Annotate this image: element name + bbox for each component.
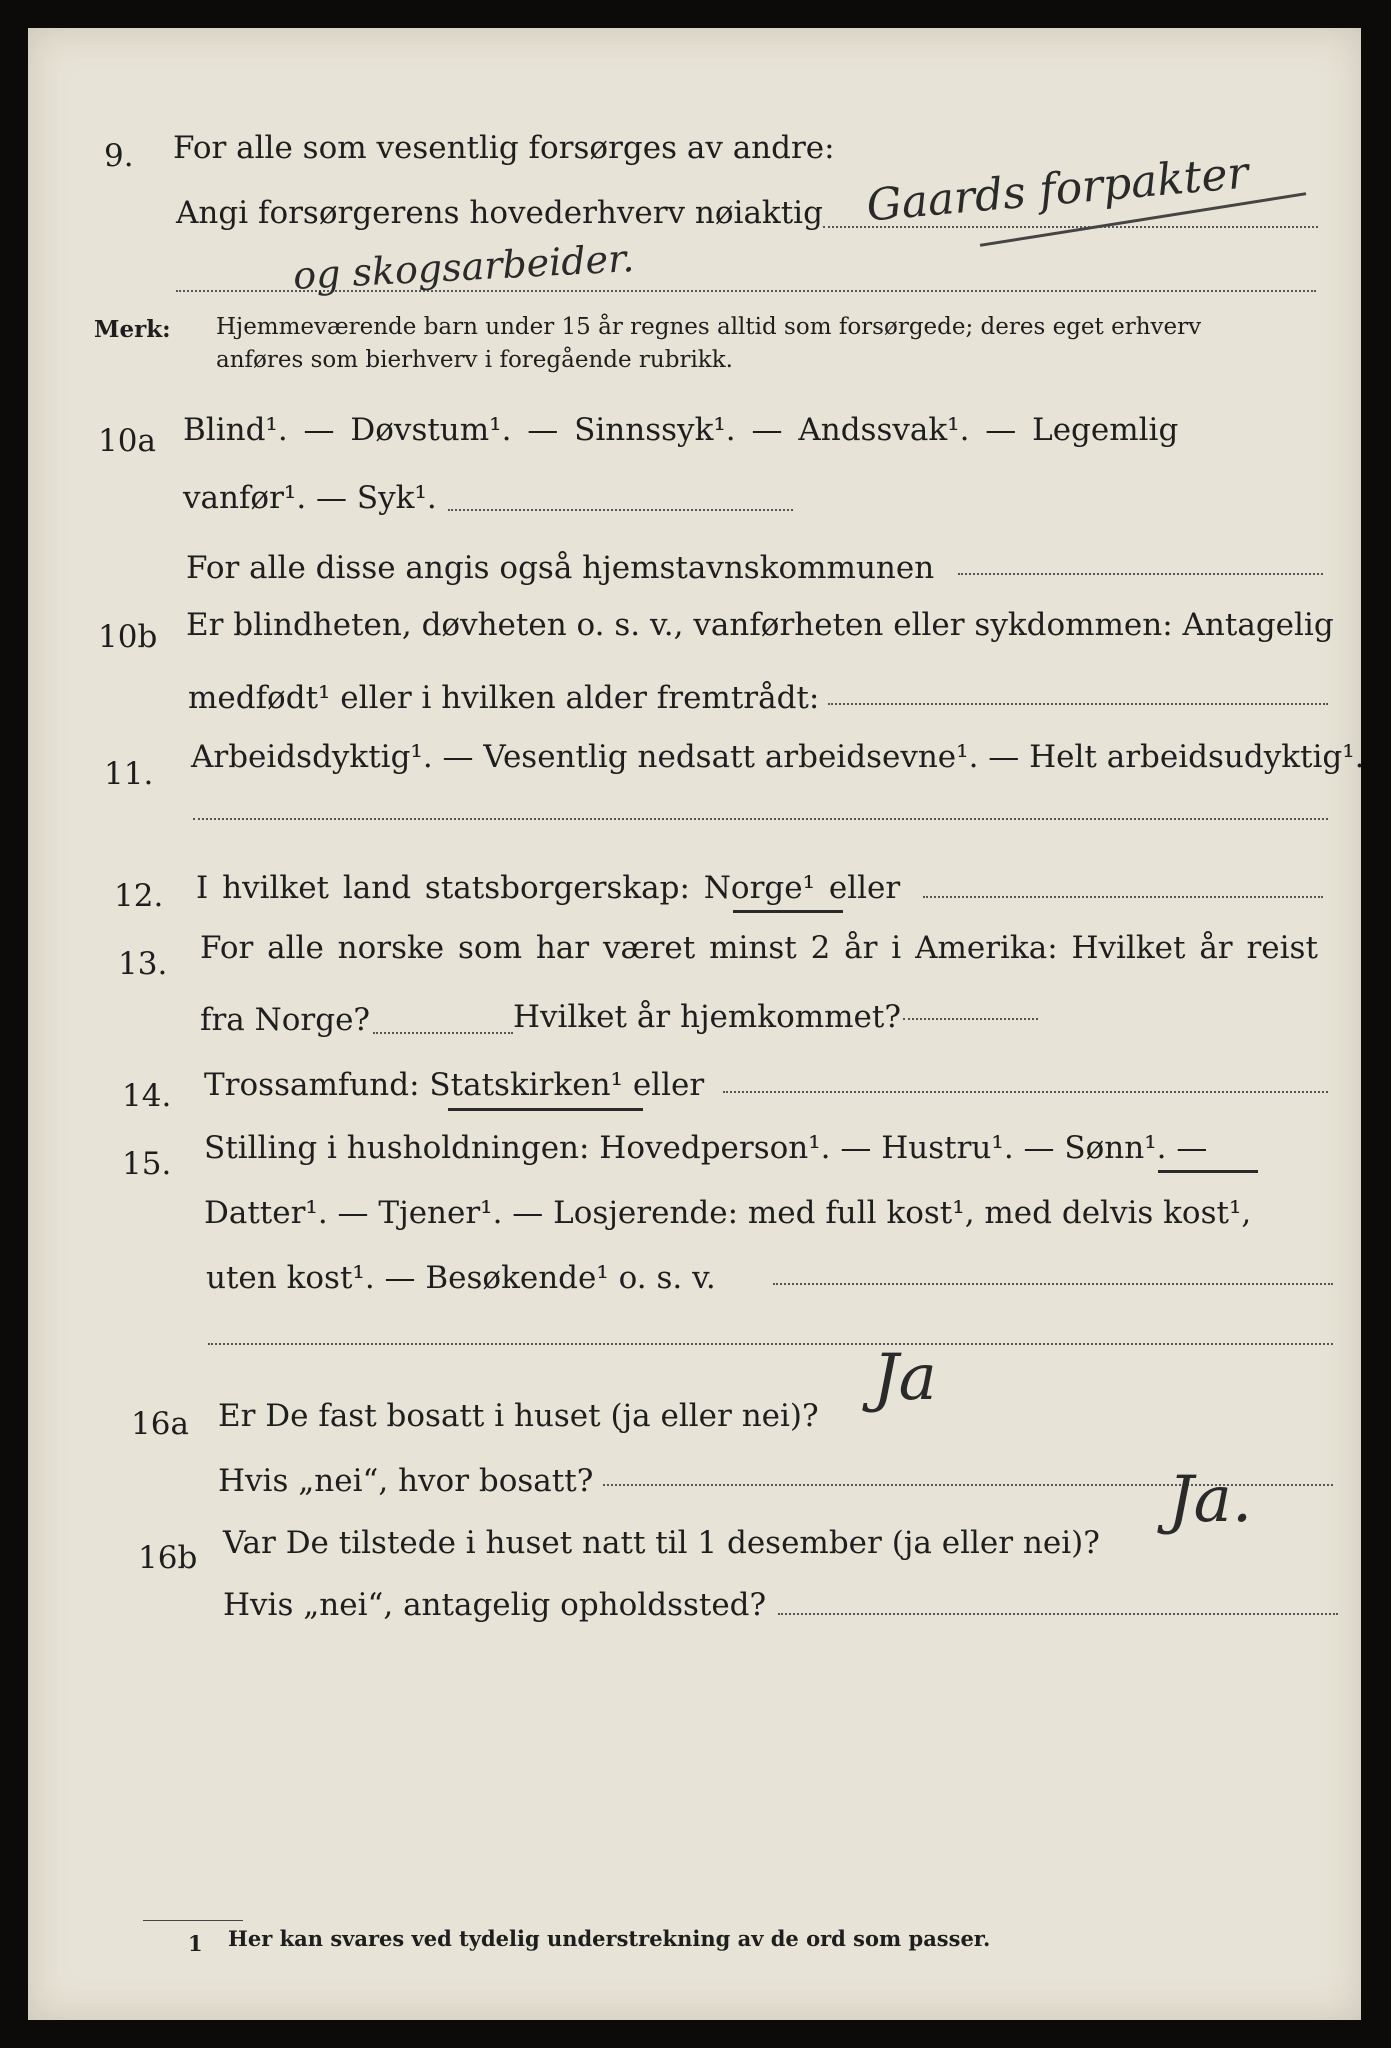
census-form-page — [28, 28, 1365, 2020]
q12-number: 12. — [114, 878, 164, 914]
q15-number: 15. — [122, 1146, 172, 1182]
q10a-line1: Blind¹. — Døvstum¹. — Sinnssyk¹. — Andssvak¹. — Legemlig — [183, 412, 1179, 448]
q16a-line1: Er De fast bosatt i huset (ja eller nei)? — [218, 1398, 819, 1434]
q9-number: 9. — [104, 138, 134, 174]
footnote-mark: 1 — [188, 1931, 203, 1956]
q15-line2: Datter¹. — Tjener¹. — Losjerende: med full kost¹, med delvis kost¹, — [204, 1195, 1252, 1231]
q10a-hjemstavn-line — [958, 573, 1323, 575]
q16a-number: 16a — [131, 1406, 189, 1442]
q16a-handwritten-answer: Ja — [873, 1341, 937, 1415]
q16a-line2: Hvis „nei“, hvor bosatt? — [218, 1463, 594, 1499]
footnote-rule — [143, 1920, 243, 1921]
q14-line1: Trossamfund: Statskirken¹ eller — [204, 1067, 705, 1103]
q12-answer-line — [923, 896, 1323, 898]
q16b-answer-line — [778, 1613, 1338, 1615]
q14-answer-line — [723, 1091, 1328, 1093]
merk-label: Merk: — [94, 316, 171, 343]
q11-number: 11. — [104, 756, 154, 792]
q10b-line1: Er blindheten, døvheten o. s. v., vanførheten eller sykdommen: Antagelig — [186, 607, 1334, 643]
q13-hjemkommet-line — [903, 1018, 1038, 1020]
q16b-handwritten-answer: Ja. — [1168, 1463, 1253, 1537]
q11-answer-line — [193, 818, 1328, 820]
q13-line2b: Hvilket år hjemkommet? — [513, 999, 901, 1035]
merk-line2: anføres som bierhverv i foregående rubrikk. — [216, 347, 733, 373]
q13-number: 13. — [118, 946, 168, 982]
q13-line2a: fra Norge? — [200, 1002, 371, 1038]
q10b-line2: medfødt¹ eller i hvilken alder fremtrådt: — [188, 680, 820, 716]
q15-line3: uten kost¹. — Besøkende¹ o. s. v. — [206, 1260, 716, 1296]
q10b-answer-line — [828, 703, 1328, 705]
q16b-number: 16b — [138, 1540, 198, 1576]
q15-answer-line-2 — [208, 1343, 1333, 1345]
q15-underline-sonn — [1158, 1170, 1258, 1173]
q13-line1: For alle norske som har været minst 2 år i Amerika: Hvilket år reist — [200, 930, 1318, 966]
q15-answer-line — [773, 1283, 1333, 1285]
q15-line1: Stilling i husholdningen: Hovedperson¹. — Hustru¹. — Sønn¹. — — [204, 1130, 1208, 1166]
q11-line1: Arbeidsdyktig¹. — Vesentlig nedsatt arbeidsevne¹. — Helt arbeidsudyktig¹. — [191, 739, 1365, 775]
q16b-line2: Hvis „nei“, antagelig opholdssted? — [223, 1587, 767, 1623]
q9-line1: For alle som vesentlig forsørges av andre: — [173, 130, 835, 166]
q10b-number: 10b — [98, 619, 158, 655]
q16b-line1: Var De tilstede i huset natt til 1 desember (ja eller nei)? — [223, 1525, 1100, 1561]
q12-line1: I hvilket land statsborgerskap: Norge¹ eller — [196, 870, 901, 906]
q9-line2: Angi forsørgerens hovederhverv nøiaktig — [176, 195, 823, 231]
q9-handwritten-answer-2: og skogsarbeider. — [292, 236, 636, 298]
q10a-line2: vanfør¹. — Syk¹. — [183, 480, 437, 516]
footnote-text: Her kan svares ved tydelig understrekning av de ord som passer. — [228, 1926, 991, 1951]
q13-reist-line — [373, 1032, 513, 1034]
q10a-answer-line — [448, 509, 793, 511]
merk-line1: Hjemmeværende barn under 15 år regnes alltid som forsørgede; deres eget erhverv — [216, 314, 1202, 340]
q12-underline-norge — [733, 910, 843, 913]
q10a-line3: For alle disse angis også hjemstavnskommunen — [186, 550, 935, 586]
q9-handwritten-answer-1: Gaards forpakter — [864, 147, 1251, 232]
q10a-number: 10a — [98, 423, 156, 459]
q14-underline-statskirken — [448, 1108, 643, 1111]
q14-number: 14. — [122, 1078, 172, 1114]
